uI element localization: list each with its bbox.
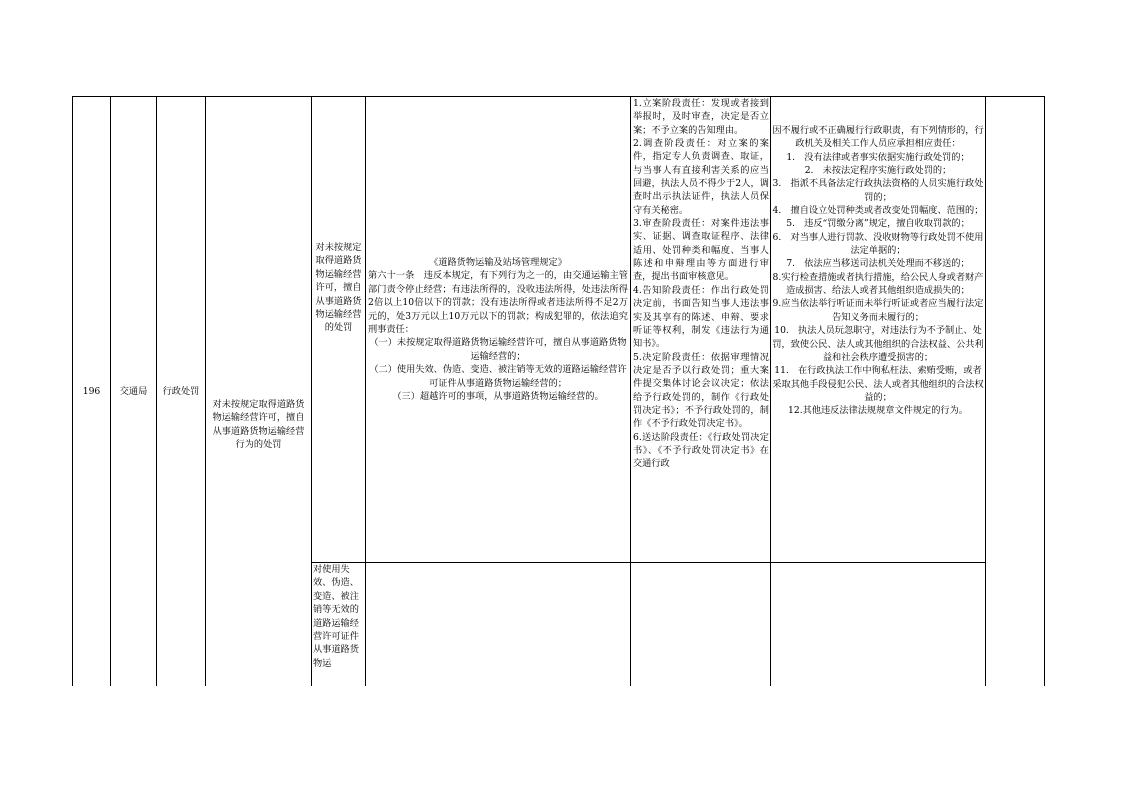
legal-basis-cell bbox=[368, 256, 628, 403]
responsibility-1: 1.立案阶段责任：发现或者接到举报时，及时审查，决定是否立案；不予立案的告知理由。 bbox=[633, 98, 769, 136]
law-clause-2: （二）使用失效、伪造、变造、被注销等无效的道路运输经营许可证件从事道路货物运输经营的； bbox=[369, 364, 627, 389]
responsibility-6: 6.送达阶段责任：《行政处罚决定书》、《不予行政处罚决定书》在交通行政 bbox=[633, 431, 769, 470]
liability-6: 6. 对当事人进行罚款、没收财物等行政处罚不使用法定单据的； bbox=[772, 231, 984, 257]
col-border-9 bbox=[1044, 96, 1045, 686]
liability-intro: 因不履行或不正确履行行政职责，有下列情形的，行政机关及相关工作人员应承担相应责任： bbox=[772, 125, 984, 150]
responsibility-3: 3.审查阶段责任：对案件违法事实、证据、调查取证程序、法律适用、处罚种类和幅度、当事人陈述和申辩理由等方面进行审查，提出书面审核意见。 bbox=[633, 218, 769, 283]
liability-11: 11. 在行政执法工作中徇私枉法、索贿受贿，或者采取其他手段侵犯公民、法人或者其他组织的合法权益的； bbox=[772, 365, 984, 403]
liability-5: 5. 违反“罚缴分离”规定，擅自收取罚款的； bbox=[786, 218, 970, 230]
liability-1: 1. 没有法律或者事实依据实施行政处罚的； bbox=[786, 151, 970, 163]
item-name-cell bbox=[207, 398, 310, 452]
col-border-4 bbox=[311, 96, 312, 686]
row-number-cell bbox=[73, 97, 110, 686]
liability-12: 12.其他违反法律法规规章文件规定的行为。 bbox=[788, 405, 968, 417]
liability-cell bbox=[772, 124, 984, 418]
category: 行政处罚 bbox=[162, 385, 200, 397]
responsibility-cell bbox=[633, 97, 769, 561]
department: 交通局 bbox=[119, 385, 148, 397]
col-border-7 bbox=[770, 96, 771, 686]
law-article: 第六十一条 违反本规定，有下列行为之一的，由交通运输主管部门责令停止经营；有违法所得的，没收违法所得，处违法所得2倍以上10倍以下的罚款；没有违法所得或者违法所得不足2万元的，处3万元以上10万元以下的罚款；构成犯罪的，依法追究刑事责任： bbox=[368, 270, 628, 336]
responsibility-2: 2.调查阶段责任：对立案的案件，指定专人负责调查、取证，与当事人有直接利害关系的应当回避，执法人员不得少于2人，调查时出示执法证件，执法人员保守有关秘密。 bbox=[633, 138, 769, 216]
sub-item-1: 对未按规定取得道路货物运输经营许可，擅自从事道路货物运输经营的处罚 bbox=[315, 242, 362, 334]
sub-item-2: 对使用失效、伪造、变造、被注销等无效的道路运输经营许可证件从事道路货物运 bbox=[313, 564, 359, 669]
row-number: 196 bbox=[82, 385, 101, 397]
liability-7: 7. 依法应当移送司法机关处理而不移送的； bbox=[786, 258, 970, 270]
liability-4: 4. 擅自设立处罚种类或者改变处罚幅度、范围的； bbox=[772, 205, 984, 217]
responsibility-4: 4.告知阶段责任：作出行政处罚决定前，书面告知当事人违法事实及其享有的陈述、申辩、要求听证等权利，制发《违法行为通知书》。 bbox=[633, 284, 769, 350]
law-clause-3: （三）超越许可的事项，从事道路货物运输经营的。 bbox=[392, 391, 604, 403]
remarks-cell bbox=[986, 97, 1044, 686]
col-border-3 bbox=[205, 96, 206, 686]
sub-item-cell-1 bbox=[313, 241, 364, 335]
item-name: 对未按规定取得道路货物运输经营许可，擅自从事道路货物运输经营行为的处罚 bbox=[212, 399, 305, 451]
liability-8: 8.实行检查措施或者执行措施，给公民人身或者财产造成损害、给法人或者其他组织造成损失的； bbox=[772, 271, 984, 297]
category-cell bbox=[157, 97, 205, 686]
department-cell bbox=[111, 97, 156, 686]
responsibility-5: 5.决定阶段责任：依据审理情况决定是否予以行政处罚；重大案件提交集体讨论会议决定；依法给予行政处罚的，制作《行政处罚决定书》；不予行政处罚的，制作《不予行政处罚决定书》。 bbox=[633, 351, 769, 430]
liability-10: 10. 执法人员玩忽职守，对违法行为不予制止、处罚，致使公民、法人或其他组织的合法权益、公共利益和社会秩序遭受损害的； bbox=[772, 325, 984, 363]
liability-9: 9.应当依法举行听证而未举行听证或者应当履行法定告知义务而未履行的； bbox=[772, 298, 984, 323]
law-clause-1: （一）未按规定取得道路货物运输经营许可，擅自从事道路货物运输经营的； bbox=[369, 337, 627, 362]
col-border-5 bbox=[365, 96, 366, 686]
table-top-border bbox=[72, 96, 1044, 97]
col-border-6 bbox=[630, 96, 631, 686]
liability-3: 3. 指派不具备法定行政执法资格的人员实施行政处罚的； bbox=[772, 178, 984, 203]
liability-2: 2. 未按法定程序实施行政处罚的； bbox=[804, 165, 952, 177]
sub-row-divider bbox=[311, 562, 985, 563]
law-title: 《道路货物运输及站场管理规定》 bbox=[429, 257, 567, 268]
sub-item-cell-2 bbox=[313, 563, 364, 686]
